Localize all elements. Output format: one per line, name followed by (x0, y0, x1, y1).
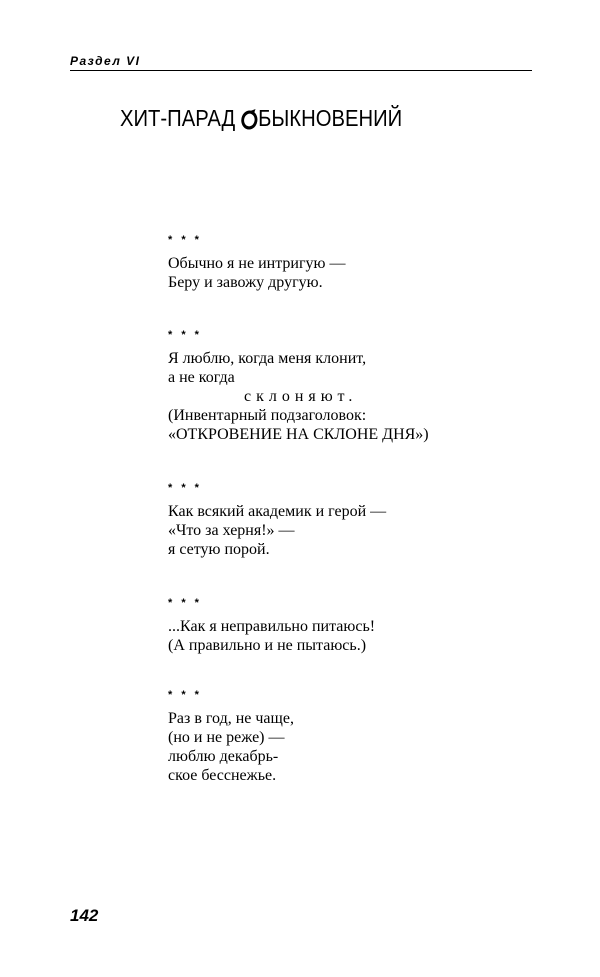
poem-line: Раз в год, не чаще, (168, 710, 294, 727)
poem-2 (168, 329, 429, 444)
title-text-part2: БЫКНОВЕНИЙ (258, 105, 403, 131)
poem-line: Как всякий академик и герой — (168, 503, 387, 520)
poem-4 (168, 597, 375, 655)
poem-line: Обычно я не интригую — (168, 255, 346, 272)
header-divider (70, 70, 532, 71)
poem-line: а не когда (168, 369, 235, 386)
poem-separator-stars: * * * (168, 597, 202, 609)
page-title (120, 105, 402, 132)
poem-1 (168, 234, 345, 292)
poem-separator-stars: * * * (168, 689, 202, 701)
poem-line: ...Как я неправильно питаюсь! (168, 618, 376, 635)
poem-line: (но и не реже) — (168, 729, 285, 746)
title-text-part1: ХИТ-ПАРАД (120, 105, 236, 131)
poem-separator-stars: * * * (168, 329, 202, 341)
poem-line: «ОТКРОВЕНИЕ НА СКЛОНЕ ДНЯ») (168, 426, 429, 443)
page-number: 142 (70, 906, 99, 925)
poem-line: я сетую порой. (168, 541, 270, 558)
poem-line: (Инвентарный подзаголовок: (168, 407, 367, 424)
title-o-logo-icon (241, 108, 259, 130)
poem-separator-stars: * * * (168, 482, 202, 494)
poem-3 (168, 482, 386, 559)
poem-line: (А правильно и не пытаюсь.) (168, 637, 367, 654)
section-header: Раздел VI (70, 54, 141, 68)
poem-line-spaced: склоняют. (244, 388, 358, 405)
poem-5 (168, 689, 294, 785)
poem-line: Я люблю, когда меня клонит, (168, 350, 367, 367)
poem-separator-stars: * * * (168, 234, 202, 246)
poem-line: «Что за херня!» — (168, 522, 295, 539)
poem-line: люблю декабрь- (168, 748, 279, 765)
poem-line: Беру и завожу другую. (168, 274, 323, 291)
poem-line: ское бесснежье. (168, 767, 277, 784)
